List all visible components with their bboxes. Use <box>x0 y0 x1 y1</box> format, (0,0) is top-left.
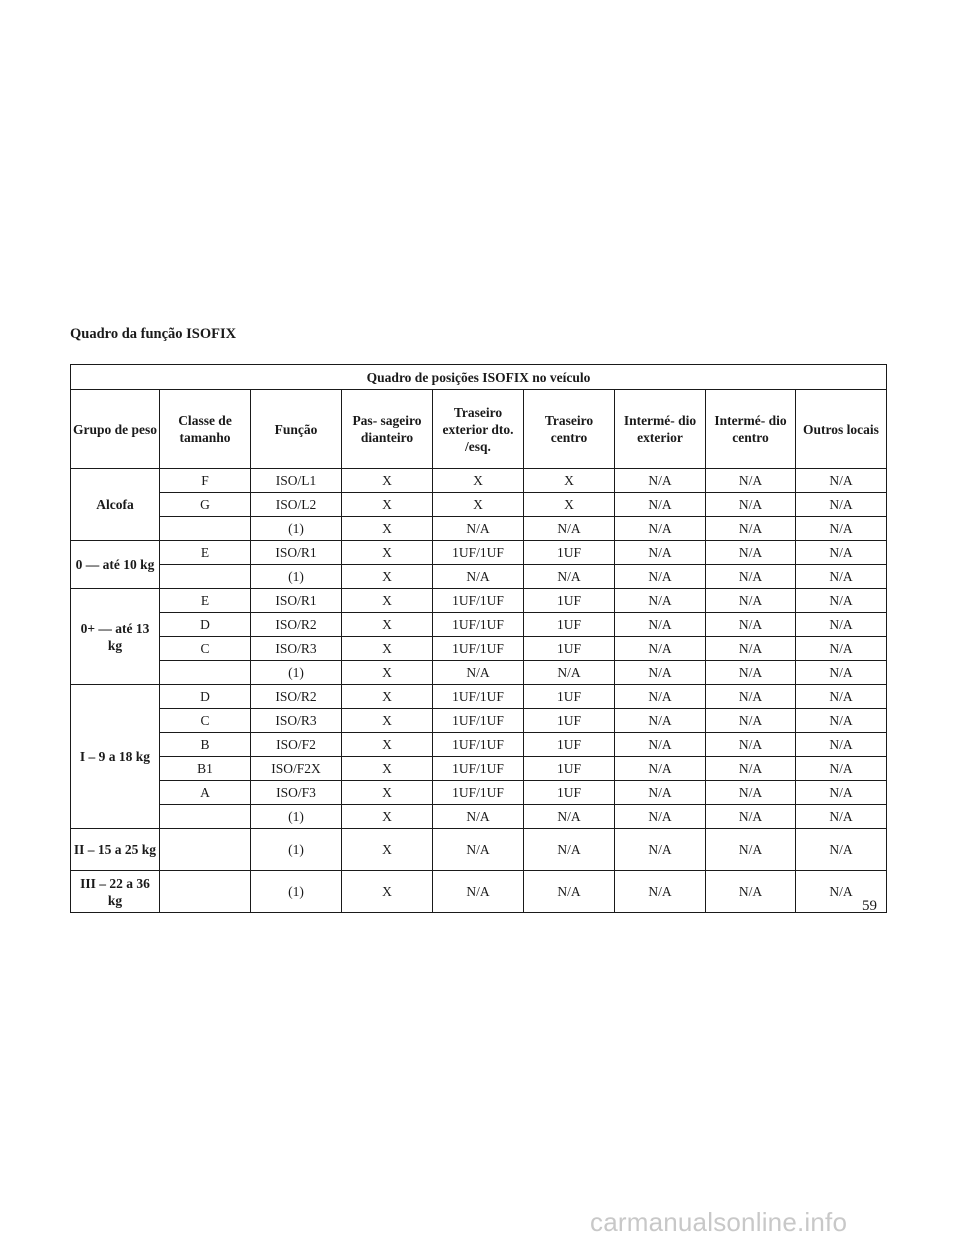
table-row <box>71 565 887 589</box>
table-cell: N/A <box>433 805 524 829</box>
table-cell: N/A <box>524 565 615 589</box>
table-row <box>71 493 887 517</box>
table-cell: 1UF <box>524 685 615 709</box>
table-cell: ISO/R1 <box>251 589 342 613</box>
table-cell: X <box>342 637 433 661</box>
table-cell: N/A <box>524 517 615 541</box>
weight-group-cell: I – 9 a 18 kg <box>71 685 160 829</box>
table-cell: N/A <box>615 637 706 661</box>
table-cell: X <box>524 469 615 493</box>
table-cell: N/A <box>433 565 524 589</box>
table-cell: N/A <box>796 781 887 805</box>
table-cell: B <box>160 733 251 757</box>
table-cell: 1UF <box>524 709 615 733</box>
table-row <box>71 637 887 661</box>
table-cell: N/A <box>615 613 706 637</box>
table-cell: ISO/F3 <box>251 781 342 805</box>
table-caption: Quadro de posições ISOFIX no veículo <box>71 365 887 390</box>
table-cell: ISO/R3 <box>251 637 342 661</box>
table-cell: N/A <box>615 805 706 829</box>
table-cell: 1UF <box>524 589 615 613</box>
table-cell: N/A <box>433 871 524 913</box>
table-cell: N/A <box>706 709 796 733</box>
table-cell: N/A <box>796 757 887 781</box>
table-cell: X <box>342 709 433 733</box>
table-cell: X <box>342 589 433 613</box>
table-cell: N/A <box>706 685 796 709</box>
table-cell: N/A <box>796 541 887 565</box>
section-title: Quadro da função ISOFIX <box>70 326 237 342</box>
table-cell: N/A <box>706 613 796 637</box>
table-cell: X <box>342 805 433 829</box>
table-cell: 1UF <box>524 757 615 781</box>
footer-watermark: carmanualsonline.info <box>590 1207 848 1237</box>
table-cell: ISO/R2 <box>251 613 342 637</box>
weight-group-cell: 0 — até 10 kg <box>71 541 160 589</box>
table-cell <box>160 517 251 541</box>
column-header: Outros locais <box>796 390 887 469</box>
table-cell: N/A <box>524 661 615 685</box>
table-cell: N/A <box>706 805 796 829</box>
table-cell: X <box>433 469 524 493</box>
weight-group-cell: III – 22 a 36 kg <box>71 871 160 913</box>
table-cell: (1) <box>251 565 342 589</box>
weight-group-cell: Alcofa <box>71 469 160 541</box>
table-cell: N/A <box>796 589 887 613</box>
table-cell: X <box>342 757 433 781</box>
table-body <box>71 469 887 913</box>
table-cell <box>160 661 251 685</box>
table-cell: N/A <box>706 757 796 781</box>
table-cell: (1) <box>251 805 342 829</box>
table-cell: 1UF <box>524 781 615 805</box>
table-cell: N/A <box>796 685 887 709</box>
table-cell: 1UF/1UF <box>433 757 524 781</box>
table-cell: N/A <box>524 805 615 829</box>
table-cell: B1 <box>160 757 251 781</box>
table-cell: N/A <box>433 829 524 871</box>
table-cell: N/A <box>706 565 796 589</box>
table-cell: ISO/L1 <box>251 469 342 493</box>
table-cell: N/A <box>796 829 887 871</box>
table-cell: N/A <box>706 637 796 661</box>
table-cell: 1UF/1UF <box>433 613 524 637</box>
table-cell: ISO/R2 <box>251 685 342 709</box>
table-cell: N/A <box>706 781 796 805</box>
table-row <box>71 589 887 613</box>
table-cell: X <box>342 517 433 541</box>
table-cell <box>160 565 251 589</box>
table-cell: 1UF <box>524 637 615 661</box>
column-header: Classe de tamanho <box>160 390 251 469</box>
table-cell: (1) <box>251 829 342 871</box>
table-cell <box>160 805 251 829</box>
table-cell: G <box>160 493 251 517</box>
table-cell: X <box>342 565 433 589</box>
table-cell: D <box>160 613 251 637</box>
table-cell: N/A <box>796 517 887 541</box>
column-header: Grupo de peso <box>71 390 160 469</box>
table-row <box>71 541 887 565</box>
table-cell: N/A <box>615 589 706 613</box>
table-cell: N/A <box>706 541 796 565</box>
table-cell: X <box>433 493 524 517</box>
table-row <box>71 733 887 757</box>
table-row <box>71 805 887 829</box>
table-cell: N/A <box>615 541 706 565</box>
table-cell: X <box>524 493 615 517</box>
table-cell: N/A <box>615 493 706 517</box>
table-cell: E <box>160 541 251 565</box>
table-cell: N/A <box>796 661 887 685</box>
table-cell: N/A <box>615 469 706 493</box>
table-cell: N/A <box>796 805 887 829</box>
table-row <box>71 661 887 685</box>
column-header: Função <box>251 390 342 469</box>
table-cell: N/A <box>615 517 706 541</box>
table-cell: N/A <box>615 685 706 709</box>
table-cell: N/A <box>706 493 796 517</box>
table-cell: N/A <box>615 757 706 781</box>
table-row <box>71 871 887 913</box>
table-cell: C <box>160 637 251 661</box>
table-cell: D <box>160 685 251 709</box>
column-header: Pas- sageiro dianteiro <box>342 390 433 469</box>
table-cell: ISO/F2 <box>251 733 342 757</box>
table-cell: N/A <box>524 871 615 913</box>
weight-group-cell: II – 15 a 25 kg <box>71 829 160 871</box>
table-row <box>71 613 887 637</box>
table-cell: N/A <box>796 613 887 637</box>
table-cell: E <box>160 589 251 613</box>
table-cell: N/A <box>796 871 887 913</box>
column-header: Traseiro exterior dto. /esq. <box>433 390 524 469</box>
table-cell: X <box>342 871 433 913</box>
table-cell: 1UF <box>524 541 615 565</box>
table-cell: A <box>160 781 251 805</box>
column-header: Intermé- dio exterior <box>615 390 706 469</box>
table-cell: X <box>342 733 433 757</box>
table-cell: ISO/L2 <box>251 493 342 517</box>
table-cell: N/A <box>615 781 706 805</box>
table-cell: X <box>342 829 433 871</box>
table-row <box>71 757 887 781</box>
table-cell: 1UF/1UF <box>433 781 524 805</box>
table-cell: N/A <box>615 733 706 757</box>
table-cell: N/A <box>615 565 706 589</box>
table-cell: X <box>342 613 433 637</box>
weight-group-cell: 0+ — até 13 kg <box>71 589 160 685</box>
table-cell: C <box>160 709 251 733</box>
table-cell: N/A <box>615 661 706 685</box>
table-cell: X <box>342 541 433 565</box>
table-cell: N/A <box>796 469 887 493</box>
table-cell: N/A <box>706 733 796 757</box>
table-cell: N/A <box>796 733 887 757</box>
table-cell: (1) <box>251 871 342 913</box>
table-cell: F <box>160 469 251 493</box>
table-row <box>71 469 887 493</box>
table-cell: N/A <box>615 709 706 733</box>
table-cell: ISO/F2X <box>251 757 342 781</box>
table-row <box>71 829 887 871</box>
table-cell: N/A <box>706 517 796 541</box>
column-header: Intermé- dio centro <box>706 390 796 469</box>
table-cell: N/A <box>796 565 887 589</box>
table-cell: X <box>342 493 433 517</box>
column-header: Traseiro centro <box>524 390 615 469</box>
table-cell: 1UF <box>524 733 615 757</box>
table-cell: 1UF/1UF <box>433 637 524 661</box>
table-cell <box>160 829 251 871</box>
table-row <box>71 517 887 541</box>
table-cell: N/A <box>706 829 796 871</box>
table-cell: X <box>342 469 433 493</box>
table-row <box>71 781 887 805</box>
table-cell: 1UF/1UF <box>433 685 524 709</box>
table-cell: 1UF/1UF <box>433 733 524 757</box>
table-cell: N/A <box>796 637 887 661</box>
table-cell: ISO/R3 <box>251 709 342 733</box>
table-cell: 1UF/1UF <box>433 709 524 733</box>
table-cell: (1) <box>251 517 342 541</box>
table-cell: 1UF <box>524 613 615 637</box>
header-row <box>71 390 887 469</box>
table-cell: N/A <box>433 517 524 541</box>
table-cell: N/A <box>706 469 796 493</box>
table-cell: 1UF/1UF <box>433 541 524 565</box>
table-cell: X <box>342 685 433 709</box>
table-cell: N/A <box>615 829 706 871</box>
isofix-table <box>70 364 887 913</box>
table-cell: (1) <box>251 661 342 685</box>
table-cell: 1UF/1UF <box>433 589 524 613</box>
table-cell: N/A <box>706 871 796 913</box>
table-cell: N/A <box>796 709 887 733</box>
page-number: 59 <box>862 898 877 914</box>
table-row <box>71 709 887 733</box>
table-cell <box>160 871 251 913</box>
table-row <box>71 685 887 709</box>
table-cell: N/A <box>615 871 706 913</box>
table-cell: X <box>342 781 433 805</box>
table-cell: N/A <box>706 661 796 685</box>
table-cell: N/A <box>524 829 615 871</box>
table-cell: N/A <box>433 661 524 685</box>
table-cell: N/A <box>796 493 887 517</box>
table-cell: N/A <box>706 589 796 613</box>
table-cell: ISO/R1 <box>251 541 342 565</box>
table-cell: X <box>342 661 433 685</box>
